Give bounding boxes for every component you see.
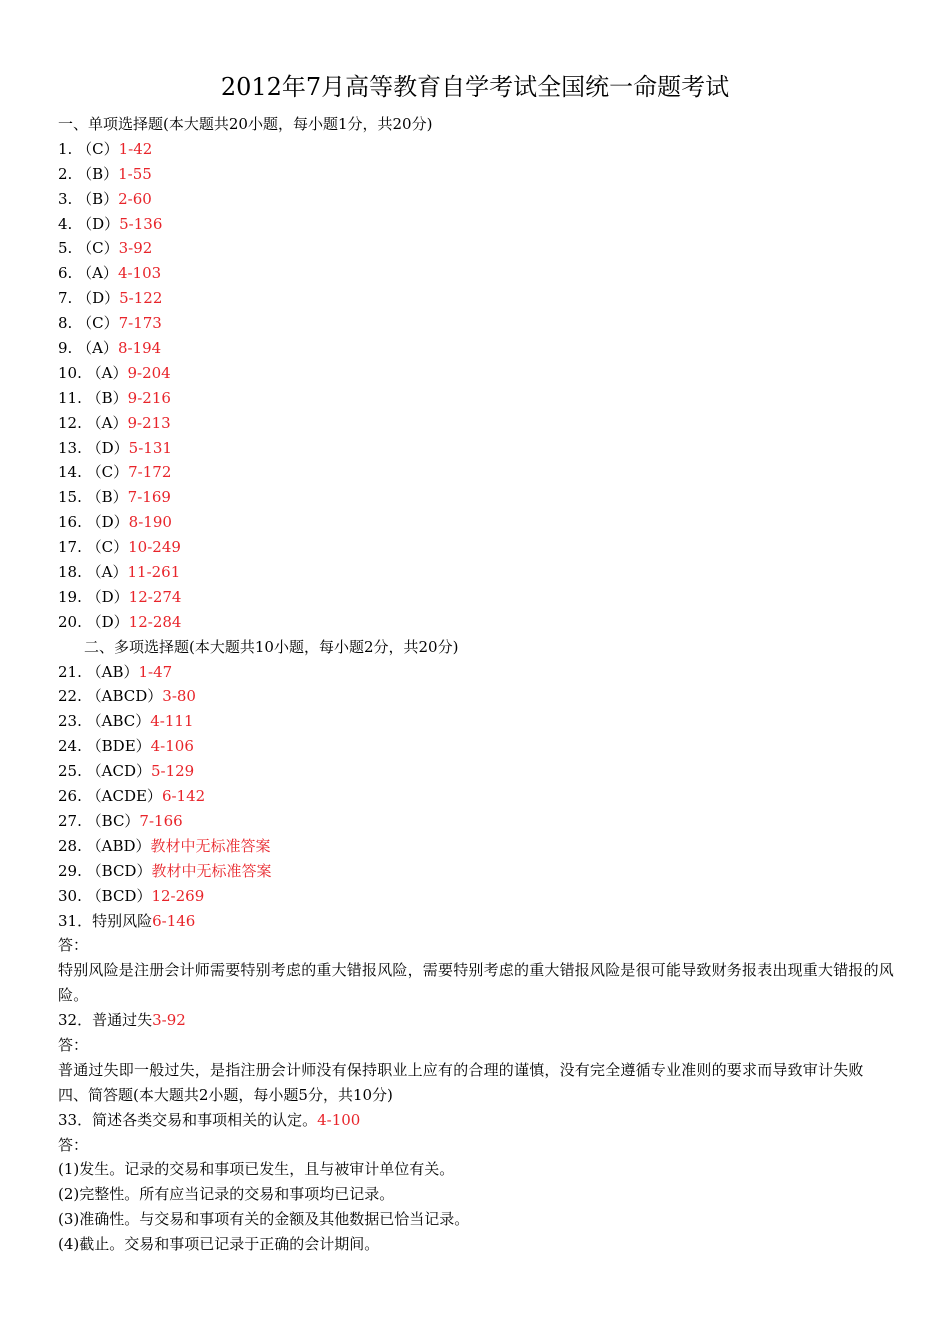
question-number: 15. — [58, 488, 82, 507]
question-number: 28. — [58, 836, 82, 855]
answer-line — [58, 759, 898, 784]
answer-choice: （D） — [86, 612, 129, 631]
answer-label: 答： — [58, 1135, 89, 1154]
answer-choice: （ACDE） — [86, 787, 162, 806]
answer-line — [58, 311, 898, 336]
question-number: 3. — [58, 189, 73, 208]
question-number: 17. — [58, 538, 82, 557]
question-number: 1. — [58, 139, 73, 158]
question-number: 2. — [58, 164, 73, 183]
question-number: 4. — [58, 214, 73, 233]
answer-choice: （A） — [86, 363, 128, 382]
answer-choice: （BC） — [86, 811, 140, 830]
answer-choice: （C） — [86, 538, 129, 557]
page-reference: 5-129 — [150, 762, 195, 781]
question-number: 16. — [58, 513, 82, 532]
question-number: 6. — [58, 264, 73, 283]
page-title: 2012年7月高等教育自学考试全国统一命题考试 — [220, 73, 730, 101]
answer-line — [58, 610, 898, 635]
section-heading: 四、简答题(本大题共2小题，每小题5分，共10分) — [58, 1085, 393, 1104]
question-number: 22. — [58, 687, 82, 706]
page-reference: 10-249 — [128, 538, 181, 557]
page-reference: 12-274 — [128, 587, 182, 606]
question-number: 7. — [58, 289, 73, 308]
page-reference: 7-172 — [128, 463, 172, 482]
answer-choice: （B） — [86, 388, 128, 407]
answer-line — [58, 212, 898, 237]
page-reference: 9-213 — [127, 413, 171, 432]
page-reference: 5-122 — [119, 289, 163, 308]
answer-line — [58, 386, 898, 411]
page-reference: 1-42 — [118, 139, 153, 158]
question-number: 23. — [58, 712, 82, 731]
document-body — [58, 112, 898, 1257]
answer-line — [58, 834, 898, 859]
question-number: 21. — [58, 662, 82, 681]
short-answer-question — [58, 1108, 898, 1133]
answer-choice: （BDE） — [86, 737, 151, 756]
answer-paragraph: 特别风险是注册会计师需要特别考虑的重大错报风险，需要特别考虑的重大错报风险是很可能导致财务报表出现重大错报的风险。 — [58, 961, 895, 1005]
page-reference: 4-106 — [150, 737, 194, 756]
answer-choice: （A） — [86, 413, 128, 432]
answer-choice: （ABCD） — [86, 687, 163, 706]
answer-point: (1)发生。记录的交易和事项已发生，且与被审计单位有关。 — [58, 1160, 455, 1179]
question-number: 29. — [58, 861, 82, 880]
answer-line — [58, 784, 898, 809]
page-reference: 1-47 — [138, 662, 173, 681]
answer-line — [58, 884, 898, 909]
answer-choice: （D） — [77, 214, 120, 233]
question-number: 19. — [58, 587, 82, 606]
answer-paragraph: 普通过失即一般过失，是指注册会计师没有保持职业上应有的合理的谨慎，没有完全遵循专业准则的要求而导致审计失败 — [58, 1060, 864, 1079]
answer-point: (3)准确性。与交易和事项有关的金额及其他数据已恰当记录。 — [58, 1210, 470, 1229]
answer-line — [58, 660, 898, 685]
answer-point: (2)完整性。所有应当记录的交易和事项均已记录。 — [58, 1185, 395, 1204]
page-reference: 7-166 — [139, 811, 183, 830]
answer-line — [58, 187, 898, 212]
answer-line — [58, 535, 898, 560]
answer-line — [58, 336, 898, 361]
answer-line — [58, 460, 898, 485]
answer-choice: （C） — [86, 463, 129, 482]
answer-line — [58, 684, 898, 709]
term-question — [58, 1008, 898, 1033]
page-reference: 4-111 — [150, 712, 194, 731]
answer-choice: （BCD） — [86, 886, 152, 905]
question-number: 25. — [58, 762, 82, 781]
question-number: 18. — [58, 563, 82, 582]
page-reference: 3-80 — [162, 687, 196, 706]
answer-choice: （B） — [77, 164, 119, 183]
page-reference: 5-136 — [119, 214, 163, 233]
page-reference: 8-190 — [128, 513, 172, 532]
answer-choice: （D） — [86, 587, 129, 606]
question-number: 8. — [58, 314, 73, 333]
answer-line — [58, 809, 898, 834]
answer-choice: （A） — [86, 563, 128, 582]
answer-choice: （D） — [77, 289, 120, 308]
answer-line — [58, 261, 898, 286]
answer-choice: （A） — [77, 264, 118, 283]
term-question — [58, 909, 898, 934]
answer-line — [58, 436, 898, 461]
question-number: 27. — [58, 811, 82, 830]
answer-line — [58, 162, 898, 187]
page-reference: 5-131 — [128, 438, 172, 457]
question-number: 24. — [58, 737, 82, 756]
page-reference: 11-261 — [127, 563, 181, 582]
question-number: 30. — [58, 886, 82, 905]
answer-label: 答： — [58, 1035, 89, 1054]
answer-line — [58, 585, 898, 610]
question-number: 14. — [58, 463, 82, 482]
answer-line — [58, 286, 898, 311]
answer-line — [58, 485, 898, 510]
question-number: 13. — [58, 438, 82, 457]
page-reference: 4-100 — [317, 1110, 361, 1129]
answer-line — [58, 709, 898, 734]
question-number: 9. — [58, 339, 73, 358]
page-reference: 1-55 — [118, 164, 152, 183]
page-reference: 4-103 — [117, 264, 162, 283]
answer-choice: （A） — [77, 339, 118, 358]
page-reference: 7-173 — [118, 314, 162, 333]
answer-label: 答： — [58, 936, 89, 955]
answer-choice: （BCD） — [86, 861, 152, 880]
page-reference: 8-194 — [117, 339, 162, 358]
page-reference: 3-92 — [118, 239, 153, 258]
answer-choice: （B） — [77, 189, 119, 208]
question-label: 31．特别风险 — [58, 911, 153, 930]
page-reference: 12-284 — [128, 612, 182, 631]
page-reference: 6-142 — [161, 787, 206, 806]
section-heading: 二、多项选择题(本大题共10小题，每小题2分，共20分) — [84, 637, 459, 656]
question-number: 26. — [58, 787, 82, 806]
answer-choice: （ABC） — [86, 712, 151, 731]
question-number: 12. — [58, 413, 82, 432]
answer-line — [58, 510, 898, 535]
answer-line — [58, 859, 898, 884]
page-reference: 3-92 — [152, 1011, 186, 1030]
question-number: 11. — [58, 388, 82, 407]
page-reference: 9-216 — [127, 388, 171, 407]
answer-choice: （D） — [86, 513, 129, 532]
page-reference: 6-146 — [152, 911, 196, 930]
question-number: 10. — [58, 363, 82, 382]
section-heading: 一、单项选择题(本大题共20小题，每小题1分，共20分) — [58, 115, 433, 133]
page-reference: 教材中无标准答案 — [151, 861, 272, 880]
answer-choice: （D） — [86, 438, 129, 457]
answer-line — [58, 560, 898, 585]
question-number: 20. — [58, 612, 82, 631]
answer-line — [58, 734, 898, 759]
answer-line — [58, 361, 898, 386]
answer-line — [58, 411, 898, 436]
question-number: 5. — [58, 239, 73, 258]
page-reference: 12-269 — [151, 886, 205, 905]
answer-choice: （C） — [77, 314, 119, 333]
answer-point: (4)截止。交易和事项已记录于正确的会计期间。 — [58, 1235, 380, 1254]
answer-choice: （B） — [86, 488, 128, 507]
answer-choice: （C） — [77, 239, 119, 258]
answer-line — [58, 236, 898, 261]
answer-choice: （AB） — [86, 662, 139, 681]
answer-choice: （ABD） — [86, 836, 151, 855]
page-reference: 2-60 — [118, 189, 152, 208]
page-reference: 教材中无标准答案 — [150, 836, 271, 855]
answer-line — [58, 137, 898, 162]
answer-choice: （ACD） — [86, 762, 151, 781]
question-label: 33．简述各类交易和事项相关的认定。 — [58, 1110, 318, 1129]
answer-choice: （C） — [77, 139, 119, 158]
question-label: 32．普通过失 — [58, 1011, 153, 1030]
page-reference: 7-169 — [127, 488, 171, 507]
page-reference: 9-204 — [127, 363, 171, 382]
